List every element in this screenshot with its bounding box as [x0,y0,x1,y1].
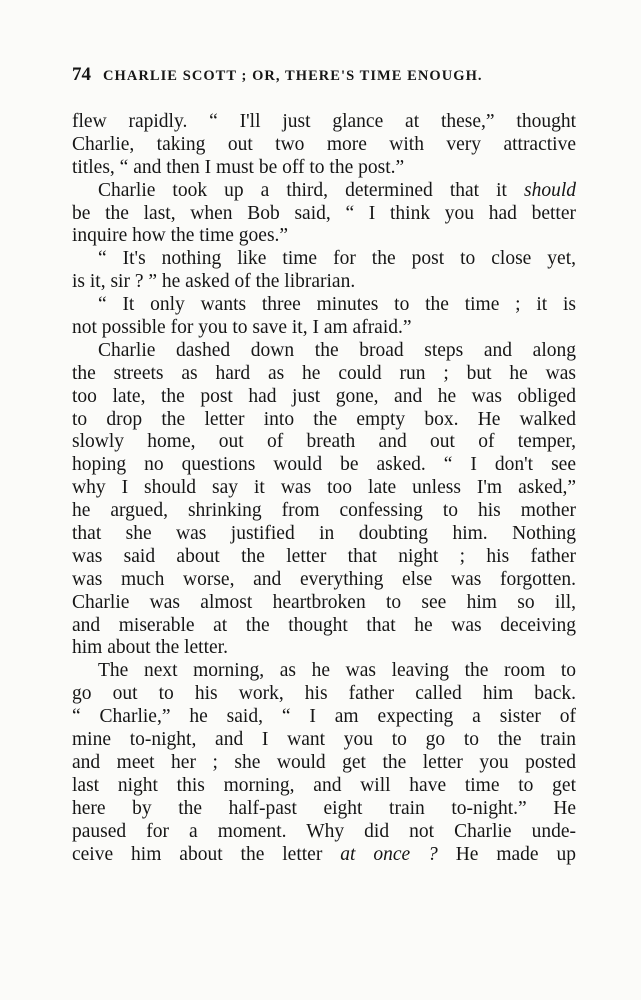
text-line: Charlie, taking out two more with very attractive [72,133,576,155]
text-line: mine to-night, and I want you to go to the train [72,729,576,751]
text-line: the streets as hard as he could run ; but he was [72,362,576,384]
text-line: flew rapidly. “ I'll just glance at these,” thought [72,111,576,132]
text-line: go out to his work, his father called him back. [72,683,576,705]
text-line: was much worse, and everything else was forgotten. [72,568,576,590]
text-line: hoping no questions would be asked. “ I don't see [72,454,576,476]
text-line: inquire how the time goes.” [72,225,289,247]
text-line: Charlie was almost heartbroken to see him so ill, [72,591,576,613]
text-line [72,844,576,867]
italic-text: should [523,179,576,201]
text-line: last night this morning, and will have time to get [72,774,576,796]
text-line: was said about the letter that night ; his father [72,545,576,567]
text-run: ceive him about the letter [72,843,341,865]
text-line: here by the half-past eight train to-night.” He [72,797,576,819]
text-line: is it, sir ? ” he asked of the librarian. [72,271,356,293]
page-header [72,64,577,90]
text-line: slowly home, out of breath and out of temper, [72,431,576,453]
text-line: paused for a moment. Why did not Charlie unde- [72,820,576,842]
text-line: The next morning, as he was leaving the room to [98,660,576,682]
text-line: him about the letter. [72,637,228,659]
text-line [72,180,576,203]
body-text [72,111,576,866]
text-line: be the last, when Bob said, “ I think you had better [72,202,576,224]
running-title: CHARLIE SCOTT ; OR, THERE'S TIME ENOUGH. [103,68,483,84]
text-line: he argued, shrinking from confessing to his mother [72,500,576,522]
text-line: titles, “ and then I must be off to the post.” [72,156,405,178]
text-line: that she was justified in doubting him. Nothing [72,523,576,545]
text-run: Charlie took up a third, determined that it [98,179,524,201]
text-line: “ It's nothing like time for the post to close yet, [98,248,576,270]
text-line: “ It only wants three minutes to the time ; it is [98,294,576,316]
text-line: too late, the post had just gone, and he was obliged [72,385,576,407]
text-line: not possible for you to save it, I am afraid.” [72,317,412,339]
page-number: 74 [72,64,91,85]
text-line: and meet her ; she would get the letter you posted [72,751,576,773]
text-line: and miserable at the thought that he was deceiving [72,614,576,636]
text-line: “ Charlie,” he said, “ I am expecting a sister of [72,706,576,728]
text-run: He made up [437,843,576,865]
text-line: Charlie dashed down the broad steps and along [98,339,576,361]
text-line: why I should say it was too late unless I'm asked,” [72,477,576,499]
text-line: to drop the letter into the empty box. He walked [72,408,576,430]
italic-text: at once ? [340,843,438,865]
